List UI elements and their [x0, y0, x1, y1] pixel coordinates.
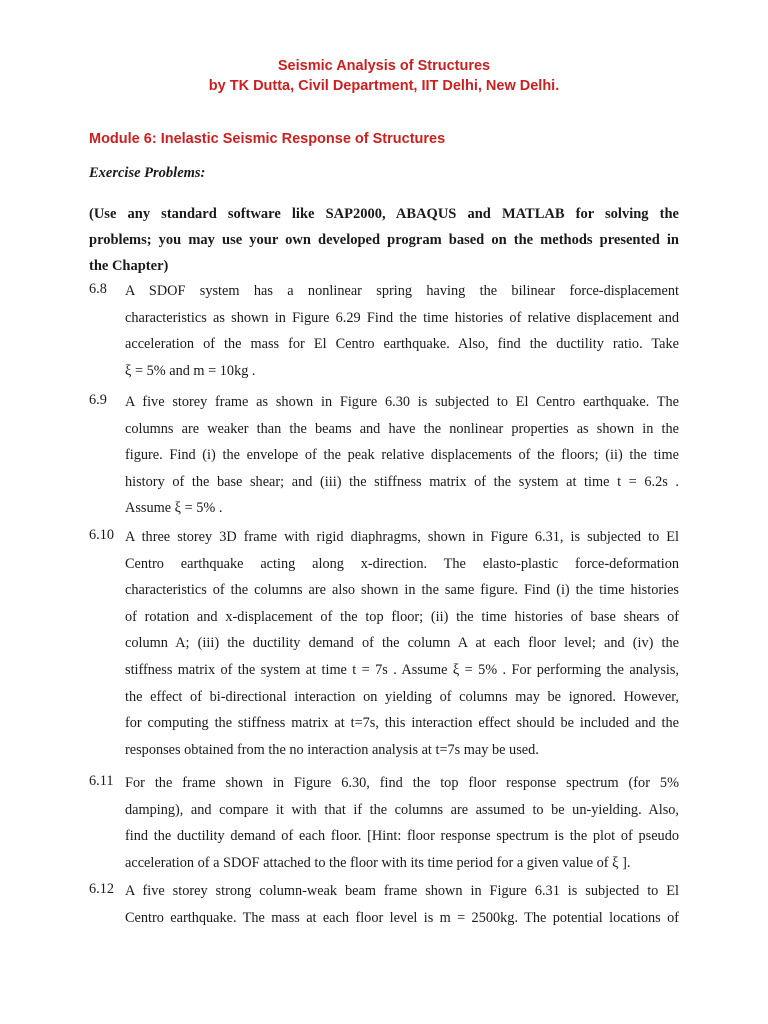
problem-line: ξ = 5% and m = 10kg .	[125, 362, 256, 379]
problem-line: Centro earthquake. The mass at each floor level is m = 2500kg. The potential locations of	[125, 909, 679, 926]
document-subtitle: by TK Dutta, Civil Department, IIT Delhi, New Delhi.	[208, 78, 560, 94]
problem-line: figure. Find (i) the envelope of the peak relative displacements of the floors; (ii) the time	[125, 447, 679, 464]
problem-text	[125, 527, 679, 766]
problem-number: 6.12	[89, 881, 115, 897]
problem-line: acceleration of the mass for El Centro earthquake. Also, find the ductility ratio. Take	[125, 336, 679, 353]
problem-line: acceleration of a SDOF attached to the floor with its time period for a given value of ξ ].	[125, 854, 631, 871]
problem-line: column A; (iii) the ductility demand of the column A at each floor level; and (iv) the	[125, 635, 679, 652]
note-line: (Use any standard software like SAP2000, ABAQUS and MATLAB for solving the	[89, 206, 679, 222]
note-line: the Chapter)	[89, 258, 169, 274]
problem-line: A three storey 3D frame with rigid diaphragms, shown in Figure 6.31, is subjected to El	[125, 529, 679, 545]
problem-text	[125, 281, 679, 387]
problem-line: characteristics as shown in Figure 6.29 Find the time histories of relative displacement and	[125, 309, 679, 326]
problem-line: For the frame shown in Figure 6.30, find the top floor response spectrum (for 5%	[125, 775, 679, 791]
section-heading: Exercise Problems:	[89, 165, 206, 181]
problem-line: Assume ξ = 5% .	[125, 500, 223, 517]
instructions-note	[89, 201, 679, 279]
problem-line: Centro earthquake acting along x-direction. The elasto-plastic force-deformation	[125, 555, 679, 572]
problem-line: stiffness matrix of the system at time t = 7s . Assume ξ = 5% . For performing the analysis,	[125, 661, 679, 678]
problem-text	[125, 392, 679, 525]
problem-line: A five storey strong column-weak beam frame shown in Figure 6.31 is subjected to El	[125, 883, 679, 899]
problem-line: the effect of bi-directional interaction on yielding of columns may be ignored. However,	[125, 688, 679, 705]
problem-number: 6.10	[89, 527, 115, 543]
problem-text	[125, 881, 679, 934]
problem-line: responses obtained from the no interaction analysis at t=7s may be used.	[125, 741, 539, 758]
note-line: problems; you may use your own developed program based on the methods presented in	[89, 232, 679, 248]
problem-number: 6.9	[89, 392, 107, 408]
document-title: Seismic Analysis of Structures	[277, 58, 491, 74]
problem-line: A five storey frame as shown in Figure 6.30 is subjected to El Centro earthquake. The	[125, 394, 679, 410]
problem-line: characteristics of the columns are also shown in the same figure. Find (i) the time histories	[125, 582, 679, 599]
problem-line: columns are weaker than the beams and have the nonlinear properties as shown in the	[125, 420, 679, 437]
problem-line: history of the base shear; and (iii) the stiffness matrix of the system at time t = 6.2s .	[125, 473, 679, 490]
module-heading: Module 6: Inelastic Seismic Response of Structures	[89, 131, 446, 147]
problem-text	[125, 773, 679, 879]
problem-number: 6.8	[89, 281, 107, 297]
problem-line: find the ductility demand of each floor. [Hint: floor response spectrum is the plot of pseudo	[125, 828, 679, 845]
problem-line: damping), and compare it with that if the columns are assumed to be un-yielding. Also,	[125, 801, 679, 818]
problem-number: 6.11	[89, 773, 114, 789]
problem-line: for computing the stiffness matrix at t=7s, this interaction effect should be included and the	[125, 715, 679, 732]
problem-line: of rotation and x-displacement of the top floor; (ii) the time histories of base shears of	[125, 608, 679, 625]
problem-line: A SDOF system has a nonlinear spring having the bilinear force-displacement	[125, 283, 679, 299]
